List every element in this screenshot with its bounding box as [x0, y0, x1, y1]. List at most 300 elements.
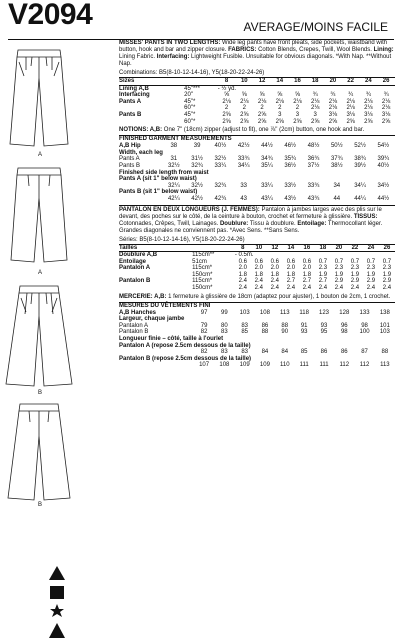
measurement-value: 35¼	[261, 162, 273, 169]
measurement-value: 113	[279, 309, 290, 316]
fabrics-label: TISSUS:	[353, 213, 378, 220]
yardage-row	[119, 265, 395, 272]
measurement-value: 44¼	[354, 195, 366, 202]
measurement-value: 100	[359, 329, 370, 336]
yardage-row	[119, 119, 395, 126]
measurement-value: 112	[359, 362, 370, 369]
measurement-value: 83	[221, 349, 228, 356]
yardage-value: 2.4	[382, 285, 392, 292]
measurement-label	[119, 196, 162, 203]
pants-a-back-drawing	[4, 166, 74, 266]
yardage-value: 2.9	[366, 278, 376, 285]
measurement-value: 88	[381, 349, 389, 356]
width-header	[192, 244, 235, 252]
yardage-value: 0.7	[382, 258, 392, 265]
measurement-value: 98	[340, 329, 348, 336]
yardage-value: 2⅛	[346, 98, 355, 105]
measurement-value: 85	[300, 349, 308, 356]
measurement-label: Pantalon A	[119, 322, 149, 329]
measurement-value: 33½	[284, 182, 297, 189]
yardage-value: 0.6	[286, 258, 296, 265]
measurement-label	[119, 349, 194, 356]
yardage-value: ¾	[330, 92, 336, 99]
measurement-value: 43¼	[261, 195, 273, 202]
row-label: Lining A,B	[119, 85, 149, 92]
yardage-value: 1.8	[254, 271, 263, 278]
yardage-value: ¾	[312, 92, 318, 99]
measurement-value: 40½	[214, 143, 227, 150]
yardage-value: 3⅛	[364, 111, 373, 118]
measurement-value: 52½	[354, 143, 366, 150]
yardage-value: 1.9	[334, 271, 344, 278]
measurement-value: 84	[261, 349, 269, 356]
yardage-value: 1.8	[238, 271, 247, 278]
yardage-value: 2⅝	[257, 111, 267, 118]
lining-text: Tissu à doublure.	[249, 220, 296, 227]
yardage-value: 0.7	[318, 258, 328, 265]
yardage-value: 2.7	[318, 278, 328, 285]
yardage-value: 2⅝	[293, 118, 302, 125]
measurement-value: 93	[300, 329, 308, 336]
yardage-value: 2.4	[254, 278, 263, 285]
measurement-row	[119, 349, 395, 356]
yardage-value: 2.9	[350, 278, 360, 285]
yardage-value: 1.8	[270, 271, 280, 278]
measurement-value: 40½	[377, 162, 390, 169]
yardage-value: 2⅛	[364, 98, 373, 105]
measurement-value: 83	[221, 329, 228, 336]
measurement-value: 50½	[330, 143, 343, 150]
measurement-row	[119, 176, 395, 183]
fabric-width: 115cm*	[192, 265, 213, 272]
yardage-table	[119, 77, 395, 125]
yardage-value: 0.6	[254, 258, 263, 265]
yardage-value: 2⅛	[240, 98, 249, 105]
measurement-value: 97	[200, 309, 208, 316]
measurement-label: Largeur, chaque jambe	[119, 316, 185, 323]
yardage-row	[119, 252, 395, 259]
measurement-value: 98	[361, 322, 368, 329]
size-header: 26	[377, 78, 395, 86]
yardage-value: 2⅛	[257, 98, 267, 105]
measurement-value: 54½	[377, 143, 390, 150]
english-section	[119, 40, 395, 203]
measurement-value: 93	[320, 322, 328, 329]
measurement-value: 43½	[284, 195, 297, 202]
yardage-value: 2	[242, 105, 246, 112]
measurement-label: A,B Hip	[119, 143, 141, 150]
finished-measurements-heading: MESURES DU VÊTEMENTS FINI	[119, 302, 395, 310]
row-label: Pants A	[119, 98, 142, 105]
measurement-value: 37½	[307, 162, 320, 169]
measurement-value: 86	[261, 322, 269, 329]
pattern-info	[119, 40, 395, 600]
yardage-value: ¾	[365, 92, 371, 99]
measurement-value: 33¼	[214, 162, 227, 169]
yardage-value: 0.7	[334, 258, 344, 265]
yardage-value: 2⅝	[240, 111, 249, 118]
lining-label: Doublure:	[219, 220, 249, 227]
measurement-value: 43¾	[307, 195, 320, 202]
measurement-value: 38½	[330, 162, 343, 169]
yardage-value: 2⅝	[381, 118, 391, 125]
measurement-value: 33¼	[261, 182, 273, 189]
row-label: Pants B	[119, 111, 142, 118]
yardage-value: 3	[295, 111, 300, 118]
yardage-value: 1.9	[382, 271, 392, 278]
measurement-value: 42½	[237, 143, 250, 150]
size-header: 10	[235, 78, 253, 86]
yardage-value: 2.4	[286, 285, 296, 292]
figure-label: B	[38, 390, 43, 396]
yardage-value: ⅝	[277, 92, 283, 99]
yardage-value: ⅝	[224, 92, 230, 99]
measurement-value: 32¾	[191, 162, 203, 169]
triangle-icon	[49, 623, 65, 638]
measurement-value: 112	[339, 362, 350, 369]
measurement-value: 36¾	[307, 156, 320, 163]
fabric-width: 51cm	[192, 258, 207, 265]
fabrics-label: FABRICS:	[228, 47, 257, 53]
yardage-value: 2⅝	[346, 118, 355, 125]
yardage-value: 2⅛	[275, 98, 284, 105]
measurement-label: Width, each leg	[119, 149, 163, 156]
measurement-value: 34¾	[261, 156, 273, 163]
measurement-value: 109	[259, 362, 270, 369]
yardage-value: 2.4	[238, 278, 247, 285]
yardage-value: 0.6	[302, 258, 312, 265]
measurement-row	[119, 310, 395, 317]
yardage-row	[119, 99, 395, 106]
yardage-value: 2	[278, 105, 282, 112]
size-header: 8	[218, 78, 236, 86]
yardage-value: 2.0	[302, 265, 312, 272]
yardage-value: ⅝	[294, 92, 300, 99]
measurement-row	[119, 362, 395, 369]
measurement-value: 38	[170, 143, 178, 150]
interfacing-text: Lightweight Fusible. Unsuitable for obvious diagonals. *With Nap. **Without Nap.	[119, 54, 392, 67]
garment-title: PANTALON EN DEUX LONGUEURS (J. FEMMES):	[119, 206, 260, 213]
yardage-value: 2⅝	[222, 118, 231, 125]
measurement-value: 88	[281, 322, 289, 329]
yardage-value: 0.7	[350, 258, 360, 265]
description	[119, 207, 395, 235]
measurement-label: Pants A	[119, 156, 140, 163]
measurement-value: 113	[380, 362, 390, 369]
yardage-value: ⅝	[259, 92, 265, 99]
measurement-value: 84	[281, 349, 289, 356]
yardage-value: 2⅝	[328, 118, 338, 125]
triangle-icon	[49, 566, 65, 580]
yardage-value: 2⅛	[381, 105, 391, 112]
yardage-value: 2.0	[286, 265, 296, 272]
yardage-value: 2⅝	[311, 118, 320, 125]
size-header: 10	[251, 244, 267, 252]
yardage-value: - 0.5m.	[234, 252, 254, 259]
yardage-value: 2.3	[350, 265, 360, 272]
fabric-width: 115cm**	[192, 252, 215, 259]
yardage-value: 2⅝	[364, 118, 373, 125]
row-label: Pantalon A	[119, 265, 151, 272]
measurement-value: 99	[221, 309, 228, 316]
combinations: Séries: B5(8-10-12-14-16), Y5(18-20-22-24-26)	[119, 236, 245, 243]
measurement-value: 32½	[167, 162, 180, 169]
measurement-value: 111	[299, 362, 309, 369]
yardage-row	[119, 92, 395, 99]
yardage-value: 2.3	[382, 265, 392, 272]
measurement-label	[119, 362, 194, 369]
measurement-value: 91	[300, 322, 308, 329]
yardage-value: 2.9	[334, 278, 344, 285]
measurement-value: 90	[281, 329, 289, 336]
notions-text: One 7" (18cm) zipper (adjust to fit), one ⅞" (2cm) button, one hook and bar.	[163, 127, 365, 134]
yardage-value: 2⅝	[240, 118, 249, 125]
yardage-value: 3⅛	[381, 111, 391, 118]
notions-label: MERCERIE: A,B:	[119, 293, 167, 300]
yardage-row	[119, 112, 395, 119]
measurement-label: Pantalon A (repose 2.5cm dessous de la taille)	[119, 342, 251, 349]
size-header: 22	[347, 244, 363, 252]
header	[0, 0, 400, 44]
row-label: Pantalon B	[119, 278, 151, 285]
measurement-row	[119, 150, 395, 157]
measurement-value: 82	[200, 329, 208, 336]
yardage-value: 2.4	[254, 285, 263, 292]
yardage-value: 0.7	[366, 258, 376, 265]
measurement-value: 86	[320, 349, 328, 356]
row-label	[119, 105, 184, 112]
measurement-value: 108	[259, 309, 270, 316]
measurement-row	[119, 196, 395, 203]
measurement-value: 34	[333, 182, 341, 189]
yardage-value: 2.4	[318, 285, 328, 292]
yardage-value: 2.0	[238, 265, 247, 272]
finished-measurements-heading: FINISHED GARMENT MEASUREMENTS	[119, 135, 395, 143]
size-header: 12	[267, 244, 283, 252]
measurement-value: 96	[340, 322, 348, 329]
measurement-row	[119, 189, 395, 196]
notions-label: NOTIONS: A,B:	[119, 127, 163, 134]
measurement-value: 39¾	[377, 156, 390, 163]
measurement-value: 31	[170, 156, 178, 163]
yardage-row	[119, 285, 395, 292]
measurement-value: 103	[379, 329, 390, 336]
measurement-value: 32¼	[167, 182, 180, 189]
fabric-width: 115cm*	[192, 278, 213, 285]
size-header: 16	[289, 78, 307, 86]
difficulty-label: AVERAGE/MOINS FACILE	[243, 20, 388, 34]
measurement-value: 34½	[377, 182, 390, 189]
row-label	[119, 272, 192, 279]
yardage-row	[119, 105, 395, 112]
lining-text: Lining Fabric.	[119, 54, 156, 60]
finished-measurements-table	[119, 310, 395, 369]
interfacing-text: Thermocollant léger. Grandes diagonales ne conviennent pas. *Avec Sens. **Sans Sens.	[119, 220, 383, 234]
measurement-row	[119, 343, 395, 350]
measurement-label	[119, 183, 162, 190]
measurement-value: 33	[240, 182, 247, 189]
yardage-value: 2.4	[238, 285, 247, 292]
row-label	[119, 285, 192, 292]
measurement-value: 103	[239, 309, 250, 316]
measurement-value: 42¼	[167, 195, 180, 202]
measurement-value: 85	[241, 329, 248, 336]
measurement-value: 80	[221, 322, 228, 329]
yardage-value: 2.9	[382, 278, 392, 285]
row-label: Entoilage	[119, 258, 147, 265]
interfacing-label: Interfacing:	[156, 54, 190, 60]
yardage-value: 2	[260, 105, 264, 112]
fabrics-text: Cotonnades, Crêpes, Twill, Lainages.	[119, 220, 219, 227]
measurement-label: Finished side length from waist	[119, 169, 209, 176]
measurement-row	[119, 183, 395, 190]
size-header: 16	[299, 244, 315, 252]
size-header: 20	[324, 78, 342, 86]
yardage-value: 1.9	[350, 271, 360, 278]
measurement-value: 95	[320, 329, 328, 336]
yardage-value: 2⅛	[222, 98, 231, 105]
measurement-row	[119, 336, 395, 343]
fabric-width: 60"*	[184, 105, 196, 112]
measurement-value: 32½	[214, 156, 227, 163]
pants-a-front-drawing	[4, 48, 74, 150]
yardage-value: ¾	[348, 92, 354, 99]
sizes-label: Tailles	[119, 244, 192, 252]
yardage-value: 3⅛	[328, 111, 338, 118]
measurement-row	[119, 323, 395, 330]
measurement-value: 38¾	[354, 156, 366, 163]
measurement-label: Pants B (sit 1" below waist)	[119, 189, 198, 196]
yardage-value: 2.3	[334, 265, 344, 272]
yardage-value: 2.3	[366, 265, 376, 272]
star-icon	[50, 604, 64, 617]
description	[119, 40, 395, 68]
measurement-value: 118	[299, 309, 309, 316]
yardage-value: 2⅛	[328, 105, 338, 112]
measurement-value: 37¾	[330, 156, 343, 163]
measurement-label: Pants B	[119, 162, 141, 169]
measurement-label: Pants A (sit 1" below waist)	[119, 176, 197, 183]
measurement-value: 109	[239, 362, 250, 369]
yardage-value: 2⅛	[328, 98, 338, 105]
fabric-width: 60"*	[184, 118, 196, 125]
measurement-value: 128	[339, 309, 350, 316]
measurement-row	[119, 356, 395, 363]
yardage-value: 3	[278, 111, 282, 118]
figure-label: A	[38, 270, 43, 276]
yardage-row	[119, 272, 395, 279]
measurement-row	[119, 329, 395, 336]
fabrics-text: Cotton Blends, Crepes, Twill, Wool Blends.	[258, 47, 372, 53]
measurement-label: Pantalon B (repose 2.5cm dessous de la taille)	[119, 355, 252, 362]
row-label: Interfacing	[119, 92, 150, 99]
garment-description: Wide leg pants have front pleats, side pockets, waistband with button, hook and bar and zipper closure.	[119, 40, 388, 53]
yardage-value: - ½ yd.	[217, 85, 237, 92]
measurement-value: 138	[379, 309, 390, 316]
size-header: 8	[235, 244, 251, 252]
yardage-value: 0.6	[270, 258, 280, 265]
yardage-value: 2.4	[350, 285, 360, 292]
yardage-value: 2.7	[286, 278, 296, 285]
measurement-value: 43	[240, 195, 247, 202]
yardage-row	[119, 278, 395, 285]
yardage-table	[119, 244, 395, 292]
size-header: 24	[359, 78, 377, 86]
yardage-row	[119, 259, 395, 266]
measurement-value: 108	[219, 362, 230, 369]
yardage-value: 2.7	[302, 278, 312, 285]
measurement-label: Pantalon B	[119, 329, 149, 336]
measurement-value: 34¼	[237, 162, 250, 169]
measurement-value: 44	[333, 195, 341, 202]
measurement-value: 107	[199, 362, 210, 369]
measurement-value: 83	[241, 349, 248, 356]
notions	[119, 127, 395, 134]
measurement-value: 36½	[284, 162, 297, 169]
measurement-value: 101	[379, 322, 390, 329]
fabric-width: 45"*	[184, 98, 196, 105]
row-label: Doublure A,B	[119, 252, 158, 259]
yardage-value: 2⅛	[364, 105, 373, 112]
notions	[119, 294, 395, 301]
measurement-value: 133	[359, 309, 370, 316]
square-icon	[50, 586, 64, 599]
yardage-value: 3	[313, 111, 317, 118]
yardage-value: 2⅛	[311, 98, 320, 105]
garment-title: MISSES' PANTS IN TWO LENGTHS:	[119, 40, 221, 46]
lining-label: Lining:	[373, 47, 394, 53]
measurement-value: 48½	[307, 143, 320, 150]
yardage-value: 1.9	[366, 271, 376, 278]
size-header: 12	[253, 78, 271, 86]
yardage-value: 2	[224, 105, 229, 112]
size-header: 24	[363, 244, 379, 252]
measurement-value: 42½	[191, 195, 203, 202]
yardage-value: 2	[295, 105, 300, 112]
yardage-value: 0.6	[238, 258, 247, 265]
size-header: 18	[306, 78, 324, 86]
yardage-value: 2⅛	[346, 105, 355, 112]
measurement-value: 123	[318, 309, 329, 316]
fabric-width: 150cm*	[192, 285, 213, 292]
measurement-row	[119, 316, 395, 323]
measurement-row	[119, 156, 395, 163]
measurement-value: 33¾	[237, 156, 250, 163]
interfacing-label: Entoilage:	[297, 220, 327, 227]
measurement-row	[119, 163, 395, 170]
care-symbols	[47, 565, 67, 641]
measurement-value: 34¼	[354, 182, 366, 189]
size-header: 14	[283, 244, 299, 252]
yardage-value: 2⅝	[257, 118, 267, 125]
measurement-label: A,B Hanches	[119, 309, 157, 316]
measurement-value: 44½	[377, 195, 390, 202]
pants-b-front-drawing	[4, 284, 74, 388]
size-header: 22	[342, 78, 360, 86]
finished-measurements-table	[119, 143, 395, 202]
width-header	[184, 78, 218, 86]
yardage-value: 3⅛	[346, 111, 355, 118]
yardage-row	[119, 85, 395, 92]
yardage-value: 1.9	[318, 271, 328, 278]
measurement-value: 111	[319, 362, 329, 369]
measurement-value: 86	[340, 349, 348, 356]
measurement-value: 83	[241, 322, 248, 329]
measurement-value: 87	[361, 349, 368, 356]
measurement-row	[119, 170, 395, 177]
yardage-value: 2.0	[254, 265, 263, 272]
figure-label: B	[38, 502, 43, 508]
